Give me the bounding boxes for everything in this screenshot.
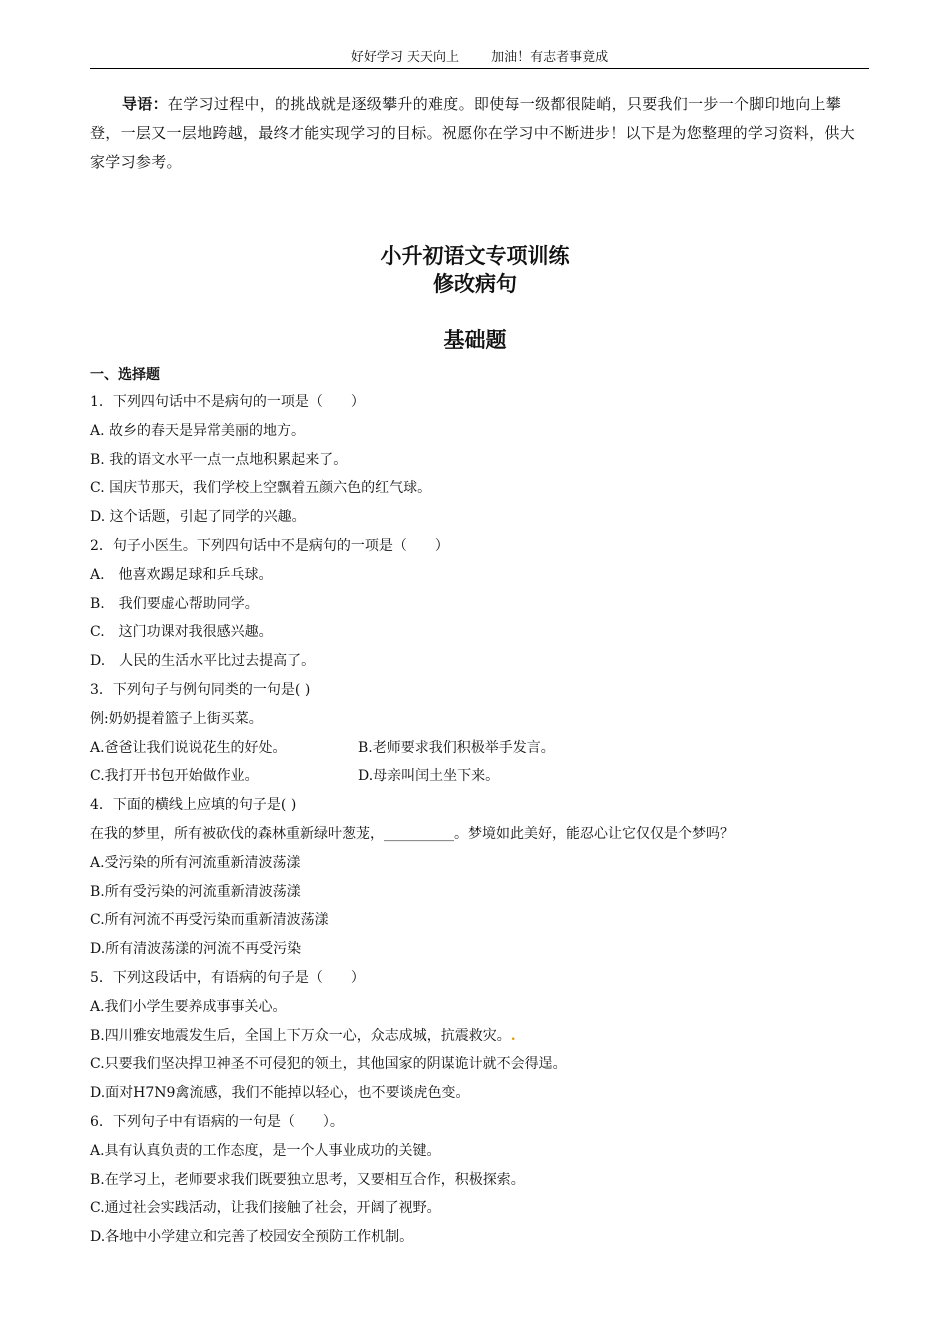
example-line: 例:奶奶提着篮子上街买菜。 bbox=[90, 710, 263, 727]
option-line: A.具有认真负责的工作态度，是一个人事业成功的关键。 bbox=[90, 1142, 441, 1159]
option-line: D. 这个话题，引起了同学的兴趣。 bbox=[90, 509, 306, 526]
option-line: B.在学习上，老师要求我们既要独立思考，又要相互合作，积极探索。 bbox=[90, 1171, 525, 1188]
header-right-motto: 加油！有志者事竟成 bbox=[491, 50, 609, 65]
sub-title: 修改病句 bbox=[433, 272, 517, 296]
option-line: D.各地中小学建立和完善了校园安全预防工作机制。 bbox=[90, 1229, 414, 1246]
option-c: C.我打开书包开始做作业。 bbox=[90, 768, 259, 785]
question-line: 6．下列句子中有语病的一句是（ ）。 bbox=[90, 1113, 344, 1130]
header-left-motto: 好好学习 天天向上 bbox=[350, 50, 459, 65]
option-line: C.所有河流不再受污染而重新清波荡漾 bbox=[90, 912, 329, 929]
intro-paragraph bbox=[90, 90, 869, 177]
highlight-dot-icon: . bbox=[510, 1027, 516, 1044]
intro-text: 在学习过程中，的挑战就是逐级攀升的难度。即使每一级都很陡峭，只要我们一步一个脚印地向上攀登，一层又一层地跨越，最终才能实现学习的目标。祝愿你在学习中不断进步！以下是为您整理的学习资料，供大家学习参考。 bbox=[90, 95, 856, 171]
question-line: 2．句子小医生。下列四句话中不是病句的一项是（ ） bbox=[90, 537, 449, 554]
option-line: A. 他喜欢踢足球和乒乓球。 bbox=[90, 566, 273, 583]
page-header bbox=[90, 48, 869, 69]
option-line: C.通过社会实践活动，让我们接触了社会，开阔了视野。 bbox=[90, 1200, 441, 1217]
option-d: D.母亲叫闰土坐下来。 bbox=[358, 768, 500, 785]
question-line: 1．下列四句话中不是病句的一项是（ ） bbox=[90, 394, 365, 410]
option-line: D. 人民的生活水平比过去提高了。 bbox=[90, 653, 316, 670]
option-line: B. 我们要虚心帮助同学。 bbox=[90, 595, 259, 612]
option-line: C.只要我们坚决捍卫神圣不可侵犯的领土，其他国家的阴谋诡计就不会得逞。 bbox=[90, 1056, 567, 1073]
option-line: C. 这门功课对我很感兴趣。 bbox=[90, 624, 273, 641]
section-heading: 一、选择题 bbox=[90, 367, 160, 383]
option-line: D.所有清波荡漾的河流不再受污染 bbox=[90, 941, 302, 958]
option-line: A.我们小学生要养成事事关心。 bbox=[90, 998, 287, 1015]
question-list bbox=[90, 388, 869, 1252]
option-line: C. 国庆节那天，我们学校上空飘着五颜六色的红气球。 bbox=[90, 480, 432, 497]
option-a: A.爸爸让我们说说花生的好处。 bbox=[90, 739, 287, 756]
option-line bbox=[90, 1022, 869, 1051]
option-line: A. 故乡的春天是异常美丽的地方。 bbox=[90, 422, 306, 439]
option-line: D.面对H7N9禽流感，我们不能掉以轻心，也不要谈虎色变。 bbox=[90, 1085, 470, 1102]
level-title: 基础题 bbox=[443, 328, 507, 352]
question-line: 3．下列句子与例句同类的一句是( ) bbox=[90, 681, 311, 698]
option-line: B.所有受污染的河流重新清波荡漾 bbox=[90, 883, 301, 900]
intro-label: 导语： bbox=[122, 95, 168, 113]
option-pair-line bbox=[90, 762, 869, 791]
option-b: B.老师要求我们积极举手发言。 bbox=[358, 739, 555, 756]
main-title: 小升初语文专项训练 bbox=[380, 244, 570, 268]
passage-line: 在我的梦里，所有被砍伐的森林重新绿叶葱茏，__________。梦境如此美好，能忍心让它仅仅是个梦吗？ bbox=[90, 825, 734, 842]
option-line: A.受污染的所有河流重新清波荡漾 bbox=[90, 854, 301, 871]
option-text: B.四川雅安地震发生后，全国上下万众一心，众志成城，抗震救灾。 bbox=[90, 1027, 511, 1044]
question-line: 4．下面的横线上应填的句子是( ) bbox=[90, 797, 297, 814]
option-line: B. 我的语文水平一点一点地积累起来了。 bbox=[90, 451, 348, 468]
question-line: 5．下列这段话中，有语病的句子是（ ） bbox=[90, 969, 365, 986]
option-pair-line bbox=[90, 734, 869, 763]
